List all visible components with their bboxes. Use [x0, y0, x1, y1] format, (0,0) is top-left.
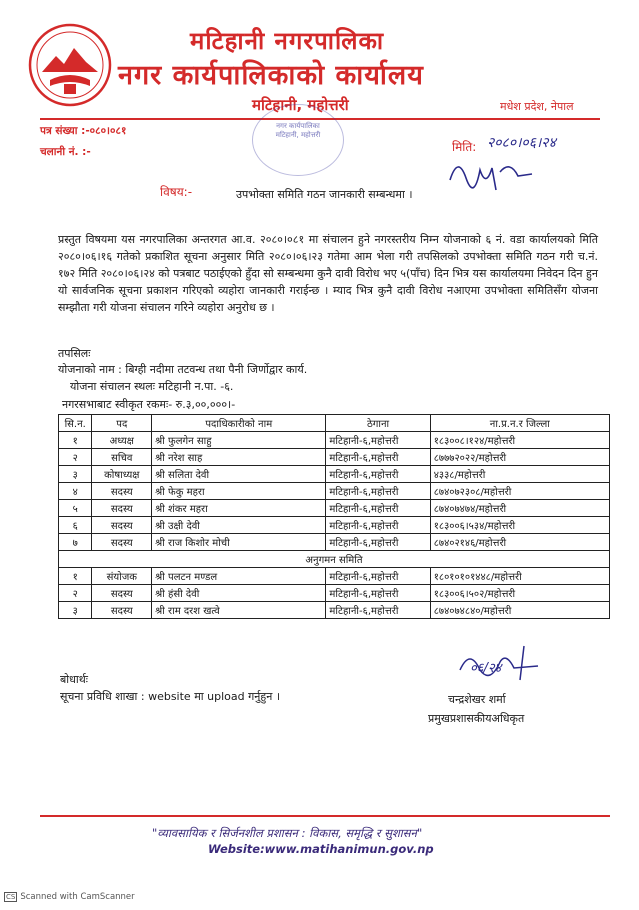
table-cell: कोषाध्यक्ष	[92, 466, 152, 483]
table-cell: १	[59, 432, 92, 449]
signature-icon	[440, 150, 540, 200]
column-header: सि.न.	[59, 415, 92, 432]
table-cell: सदस्य	[92, 534, 152, 551]
province-name: मधेश प्रदेश, नेपाल	[500, 100, 574, 113]
footer-divider	[40, 815, 610, 817]
date-label: मिति:	[452, 140, 477, 154]
table-row	[59, 432, 610, 449]
table-cell: ८७४०२१४६/महोत्तरी	[430, 534, 609, 551]
cc-heading: बोधार्थः	[60, 673, 88, 686]
table-cell: श्री हंसी देवी	[152, 585, 326, 602]
table-cell: मटिहानी-६,महोत्तरी	[326, 568, 430, 585]
project-site: योजना संचालन स्थलः मटिहानी न.पा. -६.	[70, 380, 234, 393]
signatory-name: चन्द्रशेखर शर्मा	[448, 693, 506, 706]
table-row	[59, 483, 610, 500]
table-cell: मटिहानी-६,महोत्तरी	[326, 585, 430, 602]
table-cell: श्री उक्षी देवी	[152, 517, 326, 534]
signature-date: ०६/२४	[470, 661, 502, 676]
column-header: ना.प्र.न.र जिल्ला	[430, 415, 609, 432]
table-row	[59, 466, 610, 483]
project-name: योजनाको नाम : बिग्ही नदीमा तटवन्ध तथा पैनी जिर्णोद्वार कार्य.	[58, 363, 308, 376]
table-cell: मटिहानी-६,महोत्तरी	[326, 432, 430, 449]
website-text: Website:www.matihanimun.gov.np	[208, 842, 434, 856]
office-motto: "व्यावसायिक र सिर्जनशील प्रशासन : विकास, समृद्धि र सुशासन"	[152, 826, 423, 840]
municipality-emblem-icon	[28, 22, 112, 108]
municipality-name: मटिहानी नगरपालिका	[190, 27, 385, 55]
office-stamp-text: नगर कार्यपालिका मटिहानी, महोत्तरी	[275, 122, 321, 139]
table-cell: १	[59, 568, 92, 585]
table-cell: सदस्य	[92, 500, 152, 517]
table-cell: ३	[59, 602, 92, 619]
table-cell: मटिहानी-६,महोत्तरी	[326, 500, 430, 517]
table-cell: सदस्य	[92, 602, 152, 619]
scanner-text: Scanned with CamScanner	[20, 892, 135, 902]
table-cell: ६	[59, 517, 92, 534]
table-cell: श्री नरेश साह	[152, 449, 326, 466]
table-cell: ८७४०७२३०८/महोत्तरी	[430, 483, 609, 500]
committee-table	[58, 414, 610, 619]
table-row	[59, 568, 610, 585]
table-row	[59, 449, 610, 466]
table-cell: सदस्य	[92, 483, 152, 500]
table-cell: १८०१०१०१४४८/महोत्तरी	[430, 568, 609, 585]
subject-label: विषय:-	[160, 185, 193, 199]
column-header: पदाधिकारीको नाम	[152, 415, 326, 432]
table-cell: सदस्य	[92, 585, 152, 602]
table-row	[59, 585, 610, 602]
table-cell: ८७४०७४८४०/महोत्तरी	[430, 602, 609, 619]
table-cell: १८३००८।१२४/महोत्तरी	[430, 432, 609, 449]
table-cell: श्री फेकु महरा	[152, 483, 326, 500]
table-cell: ८७७७२०२२/महोत्तरी	[430, 449, 609, 466]
table-row	[59, 534, 610, 551]
table-cell: श्री राम दरश खत्वे	[152, 602, 326, 619]
table-row	[59, 602, 610, 619]
table-cell: २	[59, 449, 92, 466]
table-header-row	[59, 415, 610, 432]
table-cell: २	[59, 585, 92, 602]
table-cell: सचिव	[92, 449, 152, 466]
table-cell: ५	[59, 500, 92, 517]
table-cell: श्री शंकर महरा	[152, 500, 326, 517]
table-cell: मटिहानी-६,महोत्तरी	[326, 449, 430, 466]
table-cell: संयोजक	[92, 568, 152, 585]
table-cell: ४३३८/महोत्तरी	[430, 466, 609, 483]
column-header: पद	[92, 415, 152, 432]
table-group-row	[59, 551, 610, 568]
table-cell: ८७४०७४७४/महोत्तरी	[430, 500, 609, 517]
table-cell: श्री फुलगेन साहु	[152, 432, 326, 449]
office-name: नगर कार्यपालिकाको कार्यालय	[118, 60, 424, 91]
signatory-title: प्रमुखप्रशासकीयअधिकृत	[428, 712, 525, 725]
camscanner-icon: CS	[6, 893, 16, 901]
table-cell: अध्यक्ष	[92, 432, 152, 449]
table-cell: श्री सलिता देवी	[152, 466, 326, 483]
office-location: मटिहानी, महोत्तरी	[252, 96, 349, 114]
approved-amount: नगरसभाबाट स्वीकृत रकमः- रु.३,००,०००।-	[62, 398, 236, 411]
table-cell: मटिहानी-६,महोत्तरी	[326, 483, 430, 500]
table-cell: श्री राज किशोर मोची	[152, 534, 326, 551]
table-cell: ३	[59, 466, 92, 483]
column-header: ठेगाना	[326, 415, 430, 432]
table-cell: मटिहानी-६,महोत्तरी	[326, 534, 430, 551]
table-cell: श्री पलटन मण्डल	[152, 568, 326, 585]
scanner-watermark	[4, 892, 135, 902]
table-cell: १८३००६।५०२/महोत्तरी	[430, 585, 609, 602]
table-row	[59, 500, 610, 517]
table-cell: १८३००६।५३४/महोत्तरी	[430, 517, 609, 534]
cc-instruction: सूचना प्रविधि शाखा : website मा upload गर्नुहुन ।	[60, 690, 280, 703]
table-cell: मटिहानी-६,महोत्तरी	[326, 602, 430, 619]
table-cell: सदस्य	[92, 517, 152, 534]
office-stamp	[252, 104, 344, 176]
date-value: २०८०।०६।२४	[487, 135, 556, 151]
subject-text: उपभोक्ता समिति गठन जानकारी सम्बन्धमा ।	[236, 188, 413, 201]
table-cell: मटिहानी-६,महोत्तरी	[326, 466, 430, 483]
monitoring-committee-heading: अनुगमन समिति	[59, 551, 610, 568]
table-cell: ४	[59, 483, 92, 500]
details-heading: तपसिलः	[58, 347, 91, 360]
letter-number: पत्र संख्या :-०८०।०८१	[40, 125, 127, 137]
table-row	[59, 517, 610, 534]
dispatch-number: चलानी नं. :-	[40, 146, 91, 158]
table-cell: मटिहानी-६,महोत्तरी	[326, 517, 430, 534]
table-cell: ७	[59, 534, 92, 551]
notice-body: प्रस्तुत विषयमा यस नगरपालिका अन्तरगत आ.व. २०८०।०८१ मा संचालन हुने नगरस्तरीय निम्न योजनाको ६ नं. वडा कार्यालयको मिति २०८०।०६।१६ गतेको प्रकाशित सूचना अनुसार मिति २०८०।०६।२३ गतेमा आम भेला गरी तपसिलको उपभोक्ता समिति गठन गरी च.नं. १७२ मिति २०८०।०६।२४ को पत्रबाट पठाईएको हुँदा सो सम्बन्धमा कुनै दावी विरोध भए ५(पाँच) दिन भित्र यस कार्यालयमा निवेदन दिन हुन यो सार्वजनिक सूचना प्रकाशन गरिएको व्यहोरा जानकारी गराईन्छ । म्याद भित्र कुनै दावी विरोध नआएमा उपभोक्ता समितिसँग योजना सम्झौता गरी योजना संचालन गरिने व्यहोरा अनुरोध छ ।	[58, 233, 598, 314]
